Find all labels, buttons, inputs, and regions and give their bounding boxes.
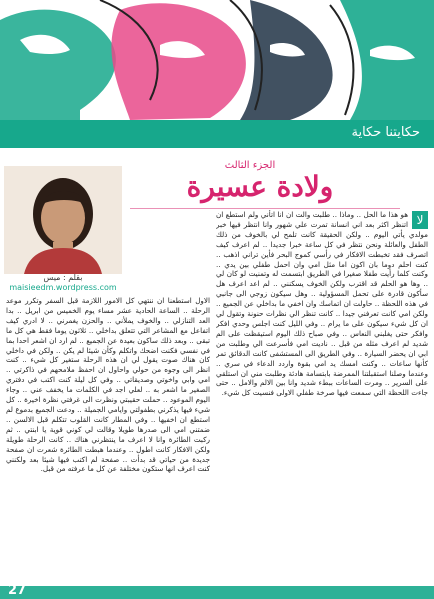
drop-cap: لا <box>412 211 428 229</box>
header-illustration <box>0 0 434 120</box>
footer-bar <box>0 586 434 599</box>
article-paragraph-left: الاول استطعنا ان ننتهي كل الامور اللازمة قبل السفر وتكرر موعد الرحلة .. الساعة الحادية عشر مساء يوم الخميس من ابريل .. بدا العد التنازلي .. والخوف يملأني .. والحزن يغمرني .. لا ادري كيف اتفاعل مع المشاعر التي تتعلق بداخلي .. ثلاثون يوما فقط هي كل ما تبقى .. وبعد ذلك ساكون بعيدة عن الجميع .. لم ارد ان اشعر احدا بما في نفسي فكنت اضحك واتكلم وكأن شيئا لم يكن .. ولكن في داخلي كان هناك صوت يقول لي ان هذه الرحلة ستغير كل شيء .. كنت انظر الى وجوه من حولي واحاول ان احفظ ملامحهم في ذاكرتي .. امي وابي واخوتي وصديقاتي .. وفي كل ليلة كنت اكتب في دفتري الصغير ما اشعر به .. لعلي اجد في الكلمات ما يخفف عني .. وجاء اليوم الموعود .. حملت حقيبتي ونظرت الى غرفتي نظرة اخيرة .. كل شيء فيها يذكرني بطفولتي وايامي الجميلة .. ودعت الجميع بدموع لم استطع ان اخفيها .. وفي المطار كانت القلوب تتكلم قبل الالسن .. ضمتني امي الى صدرها طويلا وقالت لي كوني قوية يا ابنتي .. ثم ركبت الطائرة وانا لا اعرف ما ينتظرني هناك .. كانت الرحلة طويلة ولكن الافكار كانت اطول .. وعندما هبطت الطائرة شعرت ان صفحة جديدة من حياتي قد بدأت .. صفحة لم اكتب فيها شيئا بعد ولكنني كنت اعرف انها ستكون مختلفة عن كل ما عرفته من قبل. <box>6 296 210 474</box>
author-portrait-icon <box>4 166 122 274</box>
article-left-column <box>6 296 210 586</box>
story-part: الجزء الثالث <box>224 160 276 171</box>
title-divider <box>130 208 400 209</box>
section-title: حكايتنا حكاية <box>351 125 420 140</box>
article-right-column <box>216 210 428 590</box>
faces-illustration <box>0 0 434 120</box>
author-name: بقلم : ميس <box>43 273 83 282</box>
page-number: 27 <box>8 583 27 598</box>
author-photo <box>4 166 122 274</box>
story-title: ولادة عسيرة <box>186 170 334 203</box>
article-paragraph-right: هو هذا ما الحل .. وماذا .. طلبت والت ان انا اتأني ولم استطع ان اتنظر اكثر بعد اني انسانة تمرت علي شهور وانا انتظر فيها خبر مولدي يأتي اليوم .. ولكن الحقيقة كانت تلمح لي بالخوف من ذلك الطفل والعائلة ونحن نتظر في كل ساعة خبرا جديدا .. لم اعرف كيف اتصرف فقد تخبطت الافكار في رأسي كموج البحر فأين تراني اذهب .. كنت احلم دوما بان اكون اما مثل امي وان احمل طفلي بين يدي .. وكنت كلما رأيت طفلا صغيرا في الطريق ابتسمت له وتمنيت لو كان لي .. وها هو الحلم قد اقترب ولكن الخوف يسكنني .. لم اعد اعرف هل سأكون قادرة على تحمل المسؤولية .. وهل سيكون زوجي الى جانبي في هذه اللحظة .. حاولت ان اتماسك وان اخفي ما بداخلي عن الجميع .. ولكن امي كانت تعرفني جيدا .. كانت تنظر الي نظرات حنونة وتقول لي ان كل شيء سيكون على ما يرام .. وفي الليل كنت اجلس وحدي افكر وافكر حتى يغلبني النعاس .. وفي صباح ذلك اليوم استيقظت على الم شديد لم اعرف مثله من قبل .. ناديت امي فأسرعت الي وطلبت من ابي ان يحضر السيارة .. وفي الطريق الى المستشفى كانت الدقائق تمر كأنها ساعات .. وكنت امسك يد امي بقوة واردد الدعاء في سري .. وعندما وصلنا استقبلتنا الممرضة بابتسامة هادئة وطلبت مني ان استلقي على السرير .. ومرت الساعات ببطء شديد وانا بين الالم والامل .. حتى جاءت اللحظة التي سمعت فيها صرخة طفلي الاولى فنسيت كل شيء. <box>216 210 428 398</box>
author-email[interactable]: maisieedm.wordpress.com <box>9 283 117 292</box>
